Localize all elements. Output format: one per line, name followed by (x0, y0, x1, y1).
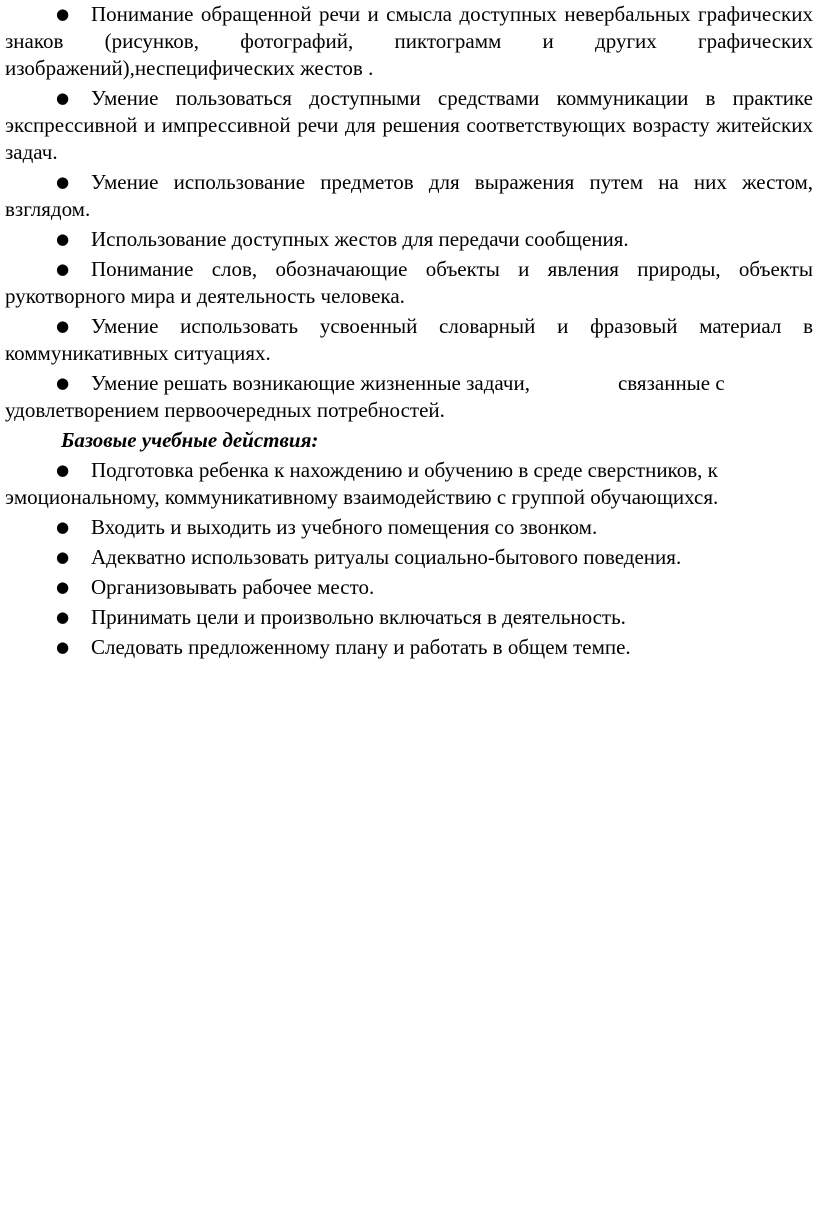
bullet-icon: ● (56, 608, 70, 626)
list-item-text-end: связанные с удовлетворением первоочередных потребностей. (5, 371, 725, 422)
list-item-text: Использование доступных жестов для передачи сообщения. (91, 227, 629, 251)
bullet-icon: ● (56, 461, 70, 479)
list-item-text: Адекватно использовать ритуалы социально-бытового поведения. (91, 545, 682, 569)
bullet-icon: ● (56, 374, 70, 392)
bullet-icon: ● (56, 317, 70, 335)
list-item (5, 1, 813, 82)
list-item (5, 256, 813, 310)
list-item-text: Подготовка ребенка к нахождению и обучению в среде сверстников, к эмоциональному, коммуникативному взаимодействию с группой обучающихся. (5, 458, 719, 509)
list-item-text: Умение использование предметов для выражения путем на них жестом, взглядом. (5, 170, 813, 221)
list-item-text: Умение использовать усвоенный словарный и фразовый материал в коммуникативных ситуациях. (5, 314, 813, 365)
list-item (5, 169, 813, 223)
list-item (5, 85, 813, 166)
bullet-icon: ● (56, 230, 70, 248)
bullet-icon: ● (56, 548, 70, 566)
list-item-text: Входить и выходить из учебного помещения со звонком. (91, 515, 598, 539)
list-item-text: Умение пользоваться доступными средствами коммуникации в практике экспрессивной и импрессивной речи для решения соответствующих возрасту житейских задач. (5, 86, 813, 164)
bullet-icon: ● (56, 89, 70, 107)
bullet-icon: ● (56, 173, 70, 191)
list-item (5, 514, 813, 541)
list-item (5, 544, 813, 571)
bullet-icon: ● (56, 260, 70, 278)
list-item-text-start: Умение решать возникающие жизненные задачи, (91, 371, 530, 395)
bullet-icon: ● (56, 5, 70, 23)
document-body (5, 1, 813, 664)
list-item (5, 457, 813, 511)
bullet-icon: ● (56, 518, 70, 536)
list-item (5, 574, 813, 601)
bullet-icon: ● (56, 578, 70, 596)
list-item (5, 313, 813, 367)
list-item-text: Следовать предложенному плану и работать в общем темпе. (91, 635, 631, 659)
list-item-text: Организовывать рабочее место. (91, 575, 375, 599)
list-item (5, 634, 813, 661)
list-item-text: Понимание обращенной речи и смысла доступных невербальных графических знаков (рисунков, фотографий, пиктограмм и других графических изображений),неспецифических жестов . (5, 2, 813, 80)
bullet-icon: ● (56, 638, 70, 656)
section-heading: Базовые учебные действия: (61, 428, 319, 452)
list-item-text: Понимание слов, обозначающие объекты и явления природы, объекты рукотворного мира и деятельность человека. (5, 257, 813, 308)
list-item (5, 370, 813, 424)
list-item (5, 226, 813, 253)
list-item (5, 604, 813, 631)
list-item-text: Принимать цели и произвольно включаться в деятельность. (91, 605, 626, 629)
